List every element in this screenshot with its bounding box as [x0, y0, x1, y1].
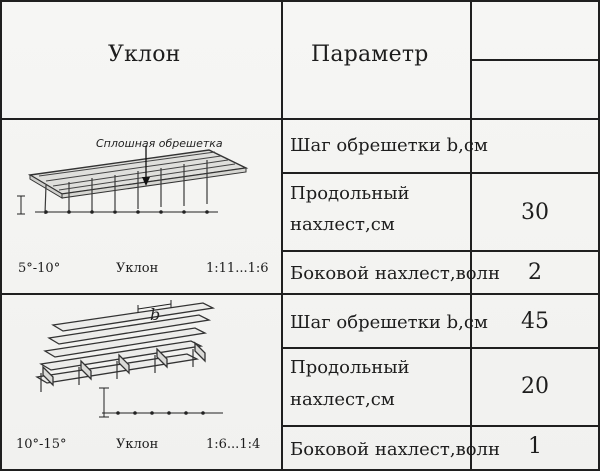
row1-param2-label-line2: нахлест,см	[290, 214, 395, 235]
row1-slope-label: Уклон	[116, 261, 159, 276]
row1-param-split-2	[281, 250, 600, 252]
row1-param1-label: Шаг обрешетки b,см	[290, 135, 488, 156]
header-slope: Уклон	[108, 42, 181, 67]
drawing-label-row2: b	[150, 305, 161, 324]
header-parameter: Параметр	[311, 42, 429, 67]
row2-param-split-2	[281, 425, 600, 427]
row2-param1-value: 45	[521, 309, 549, 334]
row2-param2-label-line1: Продольный	[290, 357, 410, 378]
row2-slope-label: Уклон	[116, 437, 159, 452]
row1-param-split-1	[281, 172, 600, 174]
row2-param2-value: 20	[521, 374, 549, 399]
row1-ratio: 1:11...1:6	[206, 261, 269, 276]
row2-range: 10°-15°	[16, 437, 67, 452]
row2-param3-value: 1	[528, 434, 542, 459]
header-value-split	[470, 59, 600, 61]
row2-param-split-1	[281, 347, 600, 349]
row2-param1-label: Шаг обрешетки b,см	[290, 312, 488, 333]
row2-param3-label: Боковой нахлест,волн	[290, 439, 500, 460]
row1-range: 5°-10°	[18, 261, 61, 276]
row1-param2-value: 30	[521, 200, 549, 225]
row2-param2-label-line2: нахлест,см	[290, 389, 395, 410]
column-separator-2	[470, 0, 472, 471]
row1-param3-label: Боковой нахлест,волн	[290, 263, 500, 284]
top-border	[0, 0, 600, 2]
row1-param3-value: 2	[528, 260, 542, 285]
drawing-label-row1: Сплошная обрешетка	[96, 137, 223, 150]
column-separator-1	[281, 0, 283, 471]
row2-ratio: 1:6...1:4	[206, 437, 261, 452]
row1-param2-label-line1: Продольный	[290, 183, 410, 204]
